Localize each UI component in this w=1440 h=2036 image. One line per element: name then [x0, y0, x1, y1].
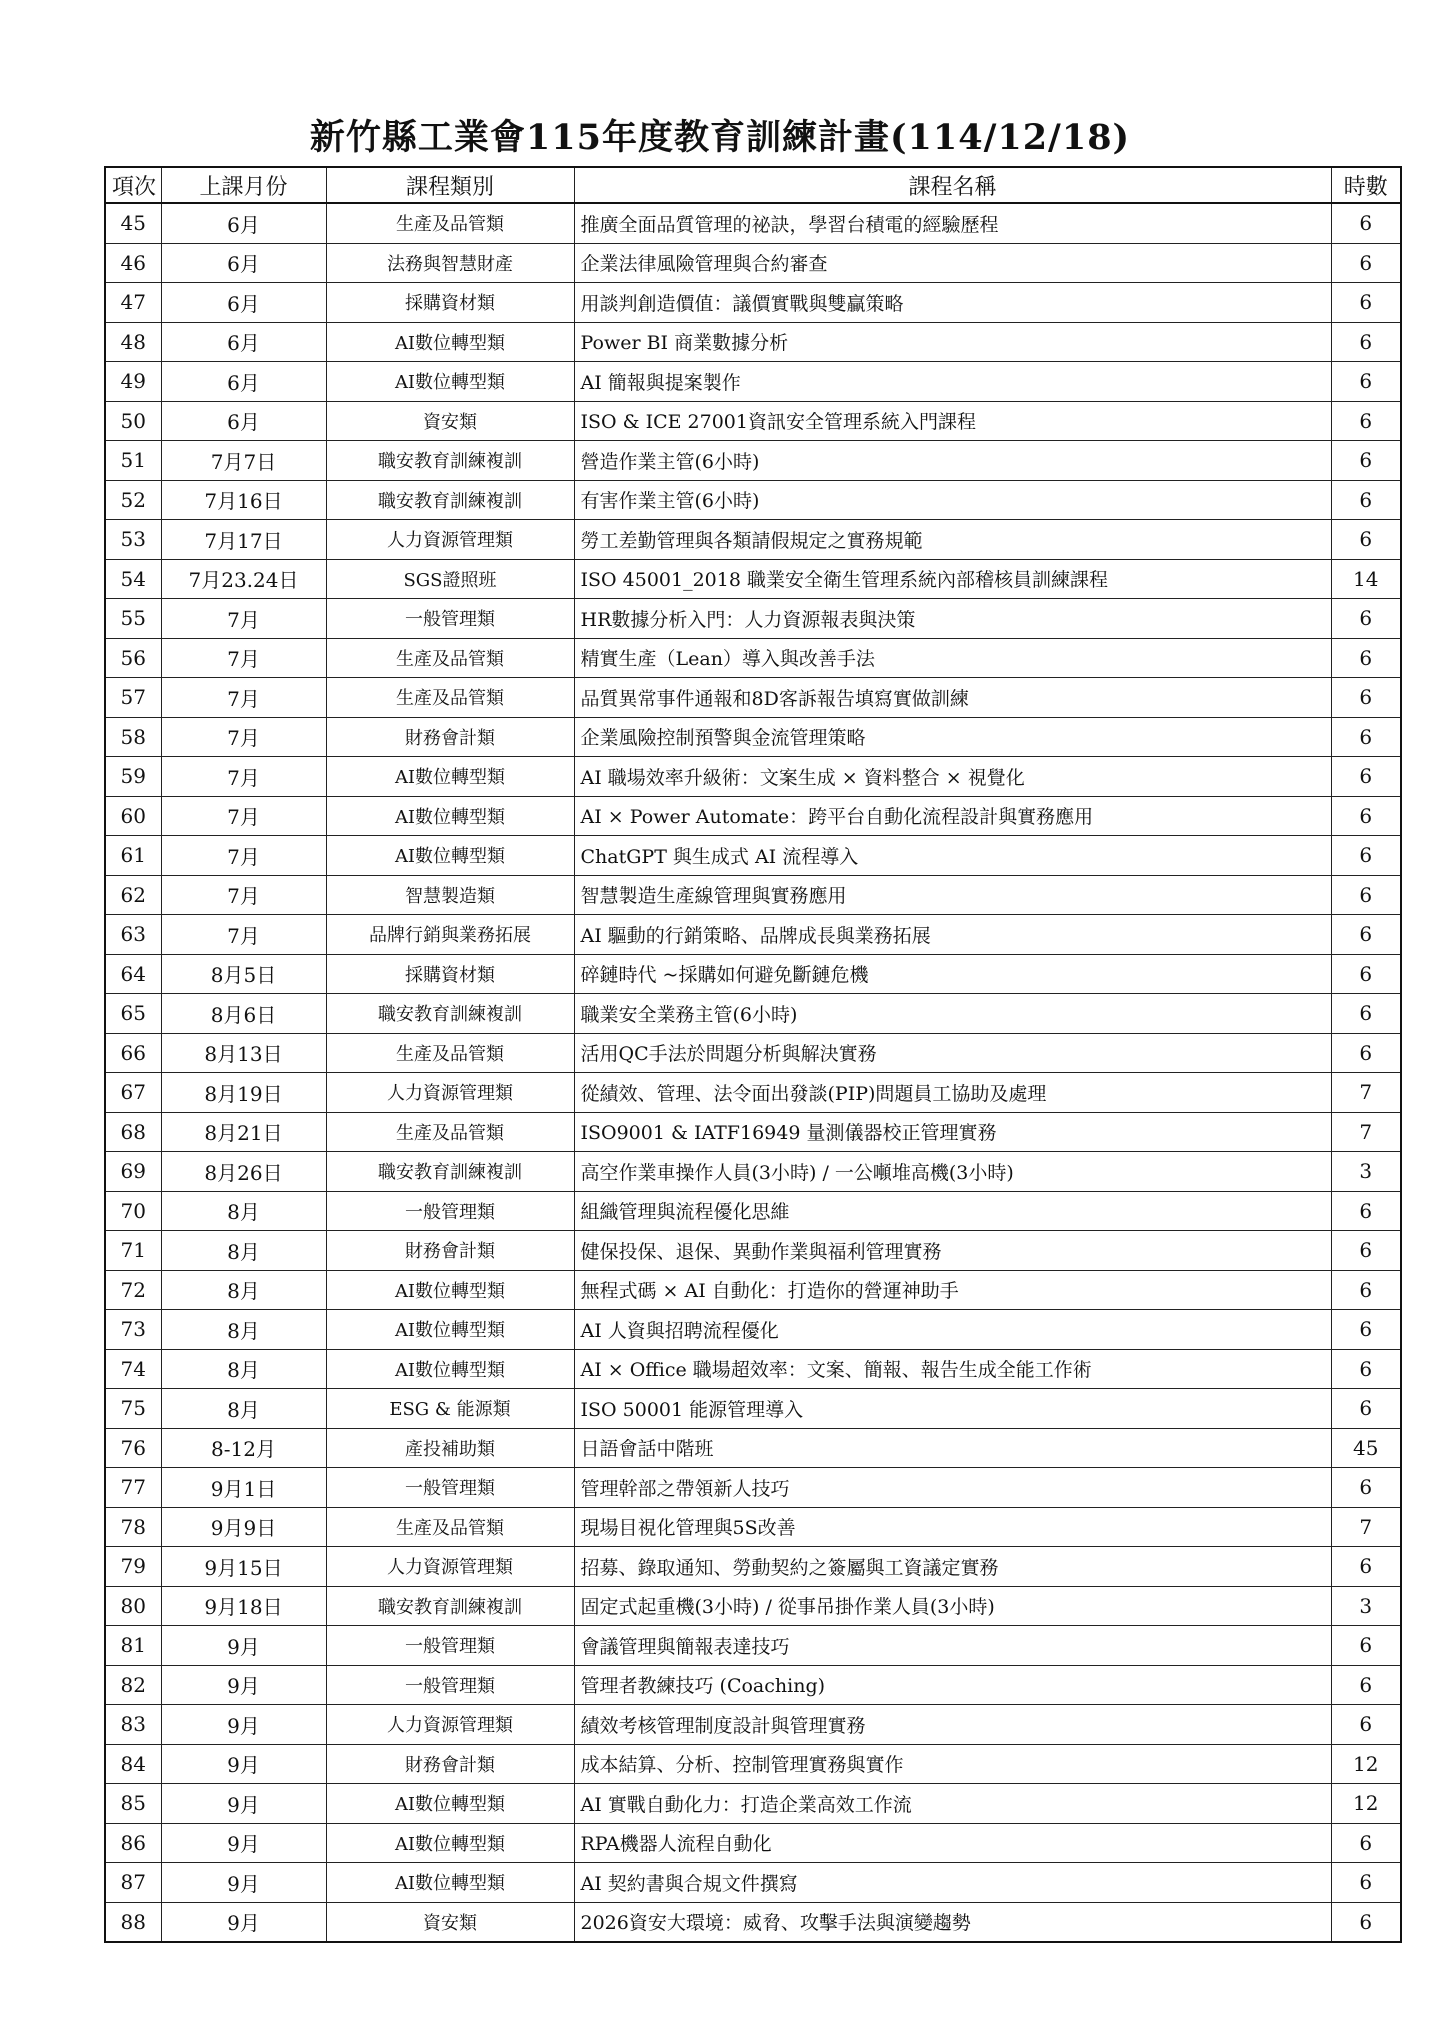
- category-cell: 一般管理類: [326, 599, 574, 639]
- item-no-cell: 88: [105, 1902, 161, 1942]
- month-cell: 9月: [161, 1744, 326, 1784]
- table-row: [105, 1270, 1401, 1310]
- table-row: [105, 1310, 1401, 1350]
- category-cell: 人力資源管理類: [326, 520, 574, 560]
- table-row: [105, 1823, 1401, 1863]
- month-cell: 7月23.24日: [161, 559, 326, 599]
- month-cell: 6月: [161, 362, 326, 402]
- table-row: [105, 1389, 1401, 1429]
- table-row: [105, 1073, 1401, 1113]
- item-no-cell: 69: [105, 1152, 161, 1192]
- table-row: [105, 1902, 1401, 1942]
- course-name-cell: 有害作業主管(6小時): [574, 480, 1331, 520]
- course-name-cell: AI × Office 職場超效率：文案、簡報、報告生成全能工作術: [574, 1349, 1331, 1389]
- item-no-cell: 60: [105, 796, 161, 836]
- item-no-cell: 79: [105, 1547, 161, 1587]
- table-row: [105, 638, 1401, 678]
- table-row: [105, 1705, 1401, 1745]
- category-cell: 資安類: [326, 1902, 574, 1942]
- item-no-cell: 76: [105, 1428, 161, 1468]
- hours-cell: 6: [1331, 283, 1401, 323]
- course-name-cell: 健保投保、退保、異動作業與福利管理實務: [574, 1231, 1331, 1271]
- category-cell: AI數位轉型類: [326, 362, 574, 402]
- item-no-cell: 59: [105, 757, 161, 797]
- month-cell: 8-12月: [161, 1428, 326, 1468]
- hours-cell: 12: [1331, 1784, 1401, 1824]
- table-row: [105, 994, 1401, 1034]
- month-cell: 9月: [161, 1665, 326, 1705]
- hours-cell: 6: [1331, 441, 1401, 481]
- month-cell: 9月15日: [161, 1547, 326, 1587]
- table-row: [105, 875, 1401, 915]
- category-cell: 生產及品管類: [326, 1033, 574, 1073]
- hours-cell: 14: [1331, 559, 1401, 599]
- category-cell: SGS證照班: [326, 559, 574, 599]
- month-cell: 7月: [161, 678, 326, 718]
- item-no-cell: 68: [105, 1112, 161, 1152]
- category-cell: 職安教育訓練複訓: [326, 1152, 574, 1192]
- item-no-cell: 63: [105, 915, 161, 955]
- month-cell: 9月9日: [161, 1507, 326, 1547]
- hours-cell: 6: [1331, 1389, 1401, 1429]
- hours-cell: 6: [1331, 796, 1401, 836]
- hours-cell: 6: [1331, 243, 1401, 283]
- course-name-cell: 招募、錄取通知、勞動契約之簽屬與工資議定實務: [574, 1547, 1331, 1587]
- item-no-cell: 56: [105, 638, 161, 678]
- category-cell: 一般管理類: [326, 1665, 574, 1705]
- month-cell: 7月: [161, 757, 326, 797]
- table-row: [105, 283, 1401, 323]
- category-cell: 人力資源管理類: [326, 1705, 574, 1745]
- hours-cell: 6: [1331, 757, 1401, 797]
- item-no-cell: 82: [105, 1665, 161, 1705]
- hours-cell: 6: [1331, 1468, 1401, 1508]
- course-name-cell: AI 人資與招聘流程優化: [574, 1310, 1331, 1350]
- item-no-cell: 58: [105, 717, 161, 757]
- category-cell: 職安教育訓練複訓: [326, 1586, 574, 1626]
- item-no-cell: 49: [105, 362, 161, 402]
- item-no-cell: 78: [105, 1507, 161, 1547]
- category-cell: 生產及品管類: [326, 638, 574, 678]
- table-row: [105, 796, 1401, 836]
- month-cell: 8月26日: [161, 1152, 326, 1192]
- table-row: [105, 678, 1401, 718]
- hours-cell: 45: [1331, 1428, 1401, 1468]
- category-cell: 一般管理類: [326, 1191, 574, 1231]
- table-row: [105, 599, 1401, 639]
- table-row: [105, 1665, 1401, 1705]
- table-row: [105, 1507, 1401, 1547]
- course-name-cell: 現場目視化管理與5S改善: [574, 1507, 1331, 1547]
- month-cell: 7月7日: [161, 441, 326, 481]
- category-cell: 職安教育訓練複訓: [326, 441, 574, 481]
- header-hours: 時數: [1331, 167, 1401, 203]
- month-cell: 7月16日: [161, 480, 326, 520]
- course-name-cell: 績效考核管理制度設計與管理實務: [574, 1705, 1331, 1745]
- month-cell: 8月21日: [161, 1112, 326, 1152]
- category-cell: 資安類: [326, 401, 574, 441]
- header-item-no: 項次: [105, 167, 161, 203]
- category-cell: 智慧製造類: [326, 875, 574, 915]
- item-no-cell: 47: [105, 283, 161, 323]
- item-no-cell: 77: [105, 1468, 161, 1508]
- month-cell: 8月: [161, 1349, 326, 1389]
- month-cell: 9月: [161, 1784, 326, 1824]
- month-cell: 9月: [161, 1823, 326, 1863]
- item-no-cell: 55: [105, 599, 161, 639]
- table-row: [105, 915, 1401, 955]
- item-no-cell: 70: [105, 1191, 161, 1231]
- hours-cell: 3: [1331, 1152, 1401, 1192]
- table-row: [105, 1112, 1401, 1152]
- hours-cell: 6: [1331, 203, 1401, 243]
- hours-cell: 6: [1331, 1705, 1401, 1745]
- month-cell: 8月13日: [161, 1033, 326, 1073]
- category-cell: 生產及品管類: [326, 203, 574, 243]
- category-cell: AI數位轉型類: [326, 1823, 574, 1863]
- hours-cell: 6: [1331, 520, 1401, 560]
- category-cell: 財務會計類: [326, 1744, 574, 1784]
- category-cell: AI數位轉型類: [326, 1349, 574, 1389]
- table-row: [105, 1863, 1401, 1903]
- item-no-cell: 52: [105, 480, 161, 520]
- hours-cell: 6: [1331, 954, 1401, 994]
- month-cell: 6月: [161, 203, 326, 243]
- course-name-cell: 企業法律風險管理與合約審查: [574, 243, 1331, 283]
- table-row: [105, 757, 1401, 797]
- hours-cell: 6: [1331, 836, 1401, 876]
- hours-cell: 6: [1331, 717, 1401, 757]
- item-no-cell: 54: [105, 559, 161, 599]
- hours-cell: 6: [1331, 322, 1401, 362]
- course-name-cell: 管理者教練技巧 (Coaching): [574, 1665, 1331, 1705]
- course-name-cell: 用談判創造價值：議價實戰與雙贏策略: [574, 283, 1331, 323]
- hours-cell: 6: [1331, 1349, 1401, 1389]
- hours-cell: 6: [1331, 1626, 1401, 1666]
- table-row: [105, 243, 1401, 283]
- course-name-cell: 營造作業主管(6小時): [574, 441, 1331, 481]
- category-cell: 財務會計類: [326, 1231, 574, 1271]
- item-no-cell: 85: [105, 1784, 161, 1824]
- category-cell: AI數位轉型類: [326, 796, 574, 836]
- item-no-cell: 83: [105, 1705, 161, 1745]
- course-name-cell: 勞工差勤管理與各類請假規定之實務規範: [574, 520, 1331, 560]
- month-cell: 7月: [161, 915, 326, 955]
- course-name-cell: HR數據分析入門：人力資源報表與決策: [574, 599, 1331, 639]
- course-name-cell: 從績效、管理、法令面出發談(PIP)問題員工協助及處理: [574, 1073, 1331, 1113]
- item-no-cell: 73: [105, 1310, 161, 1350]
- course-name-cell: ISO9001 & IATF16949 量測儀器校正管理實務: [574, 1112, 1331, 1152]
- item-no-cell: 66: [105, 1033, 161, 1073]
- course-name-cell: 活用QC手法於問題分析與解決實務: [574, 1033, 1331, 1073]
- category-cell: AI數位轉型類: [326, 1310, 574, 1350]
- category-cell: 人力資源管理類: [326, 1547, 574, 1587]
- month-cell: 6月: [161, 283, 326, 323]
- category-cell: 職安教育訓練複訓: [326, 994, 574, 1034]
- course-name-cell: ISO 50001 能源管理導入: [574, 1389, 1331, 1429]
- table-row: [105, 1033, 1401, 1073]
- course-name-cell: 品質異常事件通報和8D客訴報告填寫實做訓練: [574, 678, 1331, 718]
- item-no-cell: 64: [105, 954, 161, 994]
- course-name-cell: ISO & ICE 27001資訊安全管理系統入門課程: [574, 401, 1331, 441]
- month-cell: 8月: [161, 1310, 326, 1350]
- month-cell: 7月: [161, 875, 326, 915]
- item-no-cell: 48: [105, 322, 161, 362]
- table-header-row: [105, 167, 1401, 203]
- item-no-cell: 80: [105, 1586, 161, 1626]
- month-cell: 9月18日: [161, 1586, 326, 1626]
- course-name-cell: 碎鏈時代 ~採購如何避免斷鏈危機: [574, 954, 1331, 994]
- hours-cell: 6: [1331, 1270, 1401, 1310]
- hours-cell: 6: [1331, 1033, 1401, 1073]
- month-cell: 6月: [161, 243, 326, 283]
- course-name-cell: 管理幹部之帶領新人技巧: [574, 1468, 1331, 1508]
- month-cell: 8月5日: [161, 954, 326, 994]
- item-no-cell: 46: [105, 243, 161, 283]
- month-cell: 9月: [161, 1902, 326, 1942]
- item-no-cell: 74: [105, 1349, 161, 1389]
- month-cell: 8月: [161, 1270, 326, 1310]
- month-cell: 9月1日: [161, 1468, 326, 1508]
- item-no-cell: 84: [105, 1744, 161, 1784]
- category-cell: 生產及品管類: [326, 1507, 574, 1547]
- table-row: [105, 1784, 1401, 1824]
- month-cell: 9月: [161, 1863, 326, 1903]
- table-row: [105, 1231, 1401, 1271]
- item-no-cell: 72: [105, 1270, 161, 1310]
- category-cell: AI數位轉型類: [326, 322, 574, 362]
- item-no-cell: 45: [105, 203, 161, 243]
- course-name-cell: 職業安全業務主管(6小時): [574, 994, 1331, 1034]
- table-row: [105, 1428, 1401, 1468]
- hours-cell: 6: [1331, 1902, 1401, 1942]
- month-cell: 8月: [161, 1191, 326, 1231]
- category-cell: AI數位轉型類: [326, 1863, 574, 1903]
- course-name-cell: 高空作業車操作人員(3小時) / 一公噸堆高機(3小時): [574, 1152, 1331, 1192]
- item-no-cell: 67: [105, 1073, 161, 1113]
- hours-cell: 6: [1331, 362, 1401, 402]
- course-name-cell: 組織管理與流程優化思維: [574, 1191, 1331, 1231]
- hours-cell: 6: [1331, 875, 1401, 915]
- hours-cell: 6: [1331, 1665, 1401, 1705]
- month-cell: 7月17日: [161, 520, 326, 560]
- hours-cell: 6: [1331, 915, 1401, 955]
- table-row: [105, 401, 1401, 441]
- category-cell: ESG & 能源類: [326, 1389, 574, 1429]
- header-month: 上課月份: [161, 167, 326, 203]
- course-name-cell: 無程式碼 × AI 自動化：打造你的營運神助手: [574, 1270, 1331, 1310]
- category-cell: 一般管理類: [326, 1468, 574, 1508]
- item-no-cell: 53: [105, 520, 161, 560]
- course-name-cell: Power BI 商業數據分析: [574, 322, 1331, 362]
- category-cell: 財務會計類: [326, 717, 574, 757]
- header-course-name: 課程名稱: [574, 167, 1331, 203]
- table-row: [105, 717, 1401, 757]
- course-name-cell: AI 實戰自動化力：打造企業高效工作流: [574, 1784, 1331, 1824]
- table-row: [105, 1626, 1401, 1666]
- hours-cell: 6: [1331, 1231, 1401, 1271]
- hours-cell: 6: [1331, 1310, 1401, 1350]
- course-name-cell: AI 驅動的行銷策略、品牌成長與業務拓展: [574, 915, 1331, 955]
- category-cell: 職安教育訓練複訓: [326, 480, 574, 520]
- month-cell: 8月19日: [161, 1073, 326, 1113]
- table-row: [105, 1191, 1401, 1231]
- course-name-cell: 日語會話中階班: [574, 1428, 1331, 1468]
- course-name-cell: 固定式起重機(3小時) / 從事吊掛作業人員(3小時): [574, 1586, 1331, 1626]
- table-row: [105, 322, 1401, 362]
- table-row: [105, 362, 1401, 402]
- category-cell: AI數位轉型類: [326, 1784, 574, 1824]
- month-cell: 7月: [161, 796, 326, 836]
- category-cell: 採購資材類: [326, 954, 574, 994]
- course-name-cell: 2026資安大環境：威脅、攻擊手法與演變趨勢: [574, 1902, 1331, 1942]
- item-no-cell: 65: [105, 994, 161, 1034]
- hours-cell: 6: [1331, 1863, 1401, 1903]
- course-name-cell: 成本結算、分析、控制管理實務與實作: [574, 1744, 1331, 1784]
- month-cell: 9月: [161, 1626, 326, 1666]
- category-cell: 採購資材類: [326, 283, 574, 323]
- month-cell: 6月: [161, 322, 326, 362]
- month-cell: 7月: [161, 599, 326, 639]
- category-cell: 生產及品管類: [326, 1112, 574, 1152]
- table-row: [105, 203, 1401, 243]
- course-name-cell: ChatGPT 與生成式 AI 流程導入: [574, 836, 1331, 876]
- month-cell: 7月: [161, 638, 326, 678]
- hours-cell: 6: [1331, 994, 1401, 1034]
- course-name-cell: 精實生產（Lean）導入與改善手法: [574, 638, 1331, 678]
- hours-cell: 7: [1331, 1112, 1401, 1152]
- course-name-cell: RPA機器人流程自動化: [574, 1823, 1331, 1863]
- item-no-cell: 57: [105, 678, 161, 718]
- item-no-cell: 51: [105, 441, 161, 481]
- category-cell: 人力資源管理類: [326, 1073, 574, 1113]
- course-name-cell: 智慧製造生產線管理與實務應用: [574, 875, 1331, 915]
- hours-cell: 6: [1331, 599, 1401, 639]
- hours-cell: 6: [1331, 401, 1401, 441]
- training-plan-table: [104, 166, 1402, 1943]
- table-row: [105, 836, 1401, 876]
- item-no-cell: 87: [105, 1863, 161, 1903]
- hours-cell: 12: [1331, 1744, 1401, 1784]
- item-no-cell: 61: [105, 836, 161, 876]
- course-name-cell: AI × Power Automate：跨平台自動化流程設計與實務應用: [574, 796, 1331, 836]
- table-row: [105, 1152, 1401, 1192]
- table-row: [105, 1586, 1401, 1626]
- category-cell: 一般管理類: [326, 1626, 574, 1666]
- table-row: [105, 954, 1401, 994]
- hours-cell: 3: [1331, 1586, 1401, 1626]
- category-cell: 生產及品管類: [326, 678, 574, 718]
- month-cell: 7月: [161, 836, 326, 876]
- table-row: [105, 441, 1401, 481]
- month-cell: 8月: [161, 1231, 326, 1271]
- hours-cell: 6: [1331, 1823, 1401, 1863]
- category-cell: 產投補助類: [326, 1428, 574, 1468]
- course-name-cell: AI 契約書與合規文件撰寫: [574, 1863, 1331, 1903]
- month-cell: 7月: [161, 717, 326, 757]
- item-no-cell: 86: [105, 1823, 161, 1863]
- table-row: [105, 1744, 1401, 1784]
- course-name-cell: AI 簡報與提案製作: [574, 362, 1331, 402]
- course-name-cell: ISO 45001_2018 職業安全衛生管理系統內部稽核員訓練課程: [574, 559, 1331, 599]
- item-no-cell: 71: [105, 1231, 161, 1271]
- hours-cell: 6: [1331, 1547, 1401, 1587]
- item-no-cell: 75: [105, 1389, 161, 1429]
- category-cell: AI數位轉型類: [326, 757, 574, 797]
- course-name-cell: 會議管理與簡報表達技巧: [574, 1626, 1331, 1666]
- month-cell: 9月: [161, 1705, 326, 1745]
- item-no-cell: 81: [105, 1626, 161, 1666]
- course-name-cell: AI 職場效率升級術：文案生成 × 資料整合 × 視覺化: [574, 757, 1331, 797]
- category-cell: 品牌行銷與業務拓展: [326, 915, 574, 955]
- hours-cell: 6: [1331, 1191, 1401, 1231]
- item-no-cell: 50: [105, 401, 161, 441]
- category-cell: AI數位轉型類: [326, 836, 574, 876]
- hours-cell: 6: [1331, 638, 1401, 678]
- table-row: [105, 520, 1401, 560]
- month-cell: 8月6日: [161, 994, 326, 1034]
- table-row: [105, 1349, 1401, 1389]
- month-cell: 6月: [161, 401, 326, 441]
- month-cell: 8月: [161, 1389, 326, 1429]
- hours-cell: 7: [1331, 1073, 1401, 1113]
- category-cell: 法務與智慧財產: [326, 243, 574, 283]
- category-cell: AI數位轉型類: [326, 1270, 574, 1310]
- course-name-cell: 推廣全面品質管理的祕訣，學習台積電的經驗歷程: [574, 203, 1331, 243]
- hours-cell: 6: [1331, 678, 1401, 718]
- course-name-cell: 企業風險控制預警與金流管理策略: [574, 717, 1331, 757]
- table-row: [105, 480, 1401, 520]
- table-row: [105, 1468, 1401, 1508]
- hours-cell: 6: [1331, 480, 1401, 520]
- header-category: 課程類別: [326, 167, 574, 203]
- table-row: [105, 559, 1401, 599]
- table-row: [105, 1547, 1401, 1587]
- hours-cell: 7: [1331, 1507, 1401, 1547]
- item-no-cell: 62: [105, 875, 161, 915]
- page-title: 新竹縣工業會115年度教育訓練計畫(114/12/18): [309, 117, 1131, 158]
